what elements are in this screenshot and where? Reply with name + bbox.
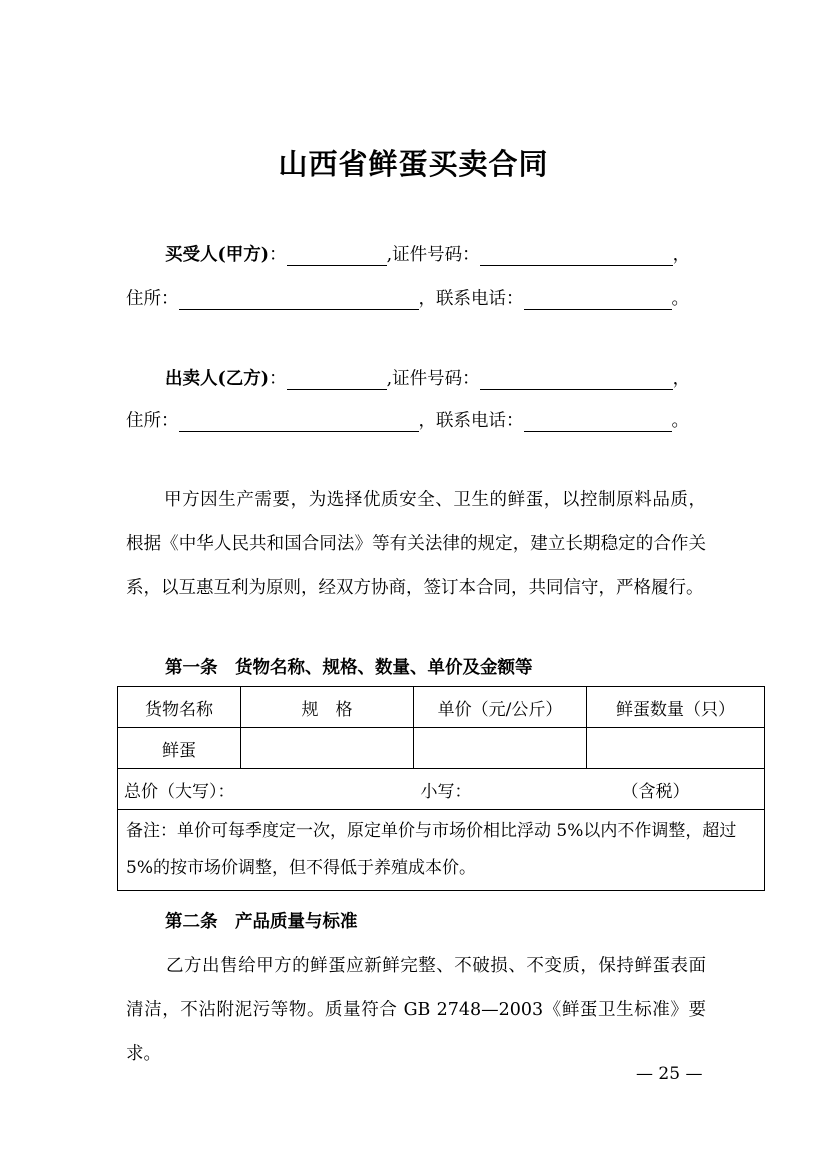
seller-line [165,368,690,390]
header-quantity: 鲜蛋数量（只） [587,687,765,728]
buyer-line [165,244,690,266]
seller-period: 。 [671,411,689,431]
buyer-id-label: ,证件号码： [386,245,480,265]
seller-phone-field[interactable] [524,413,672,432]
buyer-comma: ， [672,245,691,265]
cell-spec[interactable] [241,728,414,769]
seller-address-field[interactable] [179,413,419,432]
page-title: 山西省鲜蛋买卖合同 [278,147,549,181]
article2-title: 第二条 产品质量与标准 [165,912,358,932]
buyer-colon: ： [269,245,287,265]
buyer-period: 。 [671,289,689,309]
seller-comma: ， [672,369,691,389]
seller-label: 出卖人(乙方) [165,369,270,389]
seller-phone-label: ，联系电话： [418,411,524,431]
header-goods-name: 货物名称 [118,687,241,728]
buyer-phone-field[interactable] [524,291,672,310]
remark-cell: 备注：单价可每季度定一次，原定单价与市场价相比浮动 5%以内不作调整，超过 5%的按市场价调整，但不得低于养殖成本价。 [118,810,765,891]
table-header-row [118,687,765,728]
buyer-phone-label: ，联系电话： [418,289,524,309]
seller-address-line [126,410,689,432]
buyer-address-field[interactable] [179,291,419,310]
header-spec: 规 格 [241,687,414,728]
seller-colon: ： [269,369,287,389]
buyer-address-label: 住所： [126,289,179,309]
buyer-name-field[interactable] [287,247,387,266]
small-label: 小写： [420,781,472,802]
total-label: 总价（大写）： [124,781,235,802]
total-cell [118,769,765,810]
goods-table [117,686,765,891]
seller-id-label: ,证件号码： [386,369,480,389]
article2-paragraph: 乙方出售给甲方的鲜蛋应新鲜完整、不破损、不变质，保持鲜蛋表面清洁，不沾附泥污等物。质量符合 GB 2748—2003《鲜蛋卫生标准》要求。 [126,956,706,1064]
cell-goods-name: 鲜蛋 [118,728,241,769]
article1-title: 第一条 货物名称、规格、数量、单价及金额等 [165,658,533,678]
cell-unit-price[interactable] [414,728,587,769]
table-row [118,728,765,769]
intro-paragraph: 甲方因生产需要，为选择优质安全、卫生的鲜蛋，以控制原料品质，根据《中华人民共和国合同法》等有关法律的规定，建立长期稳定的合作关系，以互惠互利为原则，经双方协商，签订本合同，共同信守，严格履行。 [126,490,706,598]
seller-id-field[interactable] [480,371,673,390]
seller-name-field[interactable] [287,371,387,390]
buyer-address-line [126,288,689,310]
header-unit-price: 单价（元/公斤） [414,687,587,728]
total-row [118,769,765,810]
buyer-id-field[interactable] [480,247,673,266]
cell-quantity[interactable] [587,728,765,769]
page-number: — 25 — [636,1064,703,1084]
seller-address-label: 住所： [126,411,179,431]
remark-row [118,810,765,891]
buyer-label: 买受人(甲方) [165,245,270,265]
tax-label: （含税） [621,781,690,802]
